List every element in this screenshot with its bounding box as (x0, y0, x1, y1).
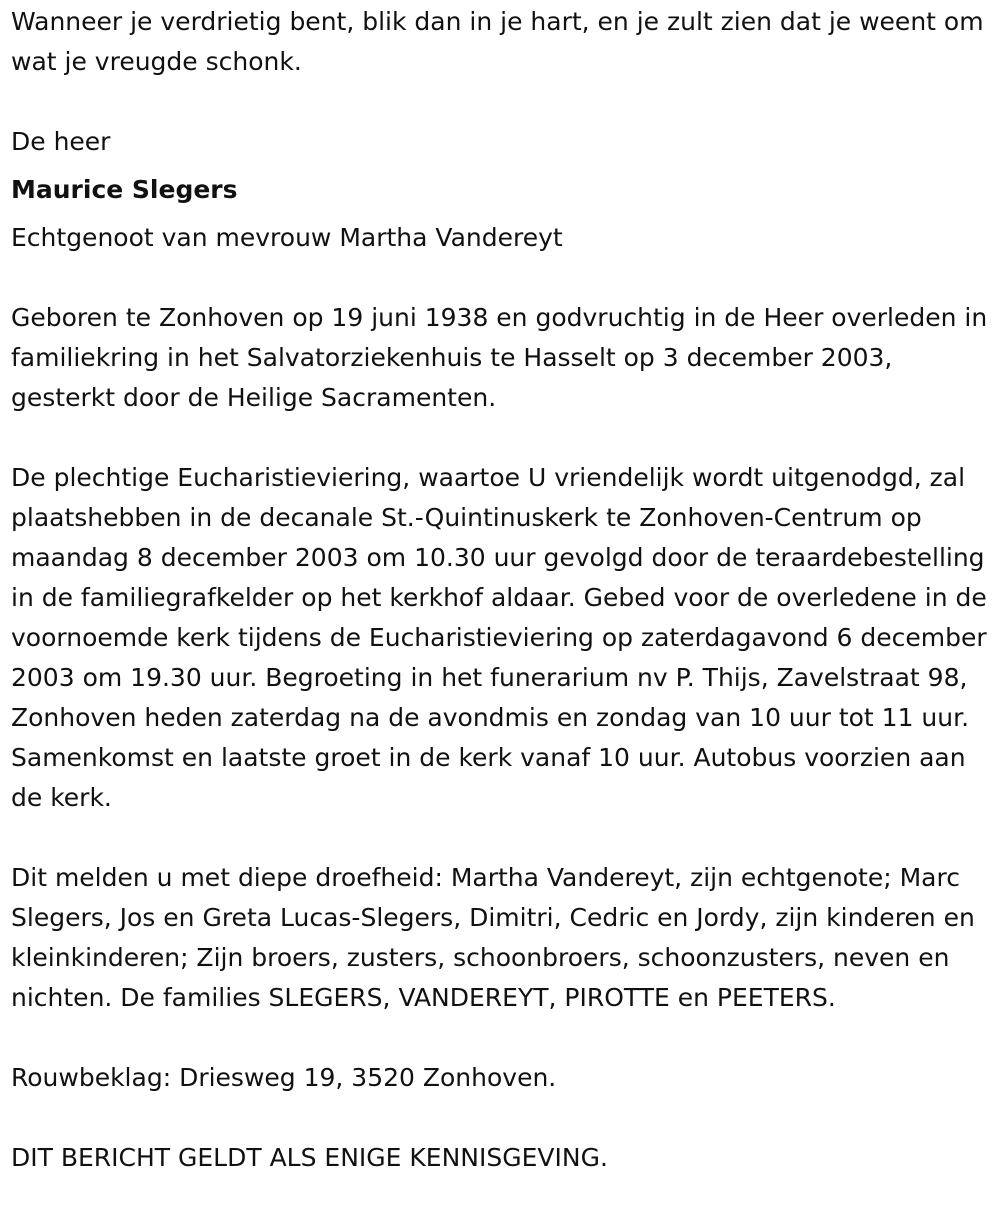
spouse-line: Echtgenoot van mevrouw Martha Vandereyt (11, 223, 563, 252)
condolence-address: Rouwbeklag: Driesweg 19, 3520 Zonhoven. (11, 1063, 557, 1092)
family-paragraph: Dit melden u met diepe droefheid: Martha Vandereyt, zijn echtgenote; Marc Slegers, Jos en Greta Lucas-Slegers, Dimitri, Cedric en Jordy, zijn kinderen en kleinkinderen; Zijn broers, zusters, schoonbroers, schoonzusters, neven en nichten. De families SLEGERS, VANDEREYT, PIROTTE en PEETERS. (11, 863, 975, 1012)
ceremony-paragraph: De plechtige Eucharistieviering, waartoe U vriendelijk wordt uitgenodgd, zal plaatshebben in de decanale St.-Quintinuskerk te Zonhoven-Centrum op maandag 8 december 2003 om 10.30 uur gevolgd door de teraardebestelling in de familiegrafkelder op het kerkhof aldaar. Gebed voor de overledene in de voornoemde kerk tijdens de Eucharistieviering op zaterdagavond 6 december 2003 om 19.30 uur. Begroeting in het funerarium nv P. Thijs, Zavelstraat 98, Zonhoven heden zaterdag na de avondmis en zondag van 10 uur tot 11 uur. Samenkomst en laatste groet in de kerk vanaf 10 uur. Autobus voorzien aan de kerk. (11, 463, 987, 812)
birth-death-paragraph: Geboren te Zonhoven op 19 juni 1938 en godvruchtig in de Heer overleden in familiekring in het Salvatorziekenhuis te Hasselt op 3 december 2003, gesterkt door de Heilige Sacramenten. (11, 303, 988, 412)
quote-paragraph: Wanneer je verdrietig bent, blik dan in je hart, en je zult zien dat je weent om wat je vreugde schonk. (11, 7, 984, 76)
deceased-name: Maurice Slegers (11, 175, 238, 204)
salutation: De heer (11, 127, 111, 156)
notice-line: DIT BERICHT GELDT ALS ENIGE KENNISGEVING. (11, 1143, 608, 1172)
